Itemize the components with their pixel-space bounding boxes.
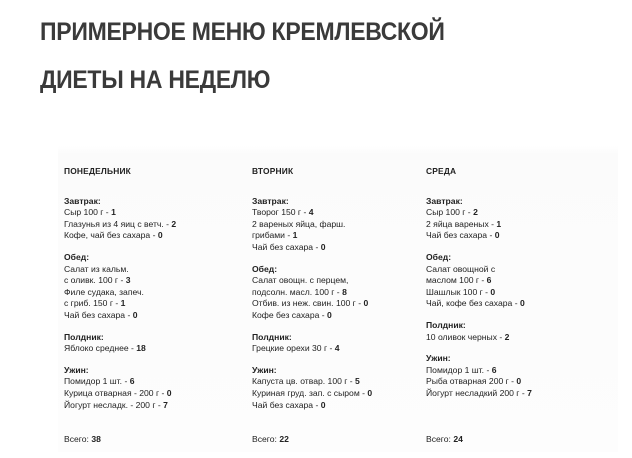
menu-item-text: Помидор 1 шт. -	[426, 364, 492, 375]
menu-item-text: Курица отварная - 200 г -	[64, 387, 167, 398]
meal-name: Завтрак:	[426, 195, 463, 206]
meal-block	[252, 332, 372, 355]
meal-name: Ужин:	[426, 353, 451, 364]
menu-item	[64, 343, 176, 355]
menu-item-text: Кофе, чай без сахара -	[64, 230, 158, 241]
menu-item-points: 1	[111, 207, 116, 218]
meal-block	[426, 320, 532, 343]
meal-block	[426, 252, 532, 310]
menu-item	[426, 287, 532, 299]
menu-item-text: с гриб. 150 г -	[64, 298, 121, 309]
meal-name: Полдник:	[252, 331, 292, 342]
menu-item	[64, 275, 176, 287]
menu-item	[64, 207, 176, 219]
meal-name: Обед:	[64, 251, 90, 262]
menu-item	[426, 376, 532, 388]
meal-block	[64, 332, 176, 355]
menu-item-text: Сыр 100 г -	[64, 207, 112, 218]
menu-item	[64, 388, 176, 400]
menu-item-points: 4	[334, 343, 340, 354]
menu-item-text: Яблоко среднее -	[64, 343, 137, 354]
total-value: 24	[453, 434, 463, 444]
menu-item	[252, 400, 372, 412]
menu-item	[426, 332, 532, 344]
day-column-tuesday	[252, 166, 372, 421]
menu-item	[426, 275, 532, 287]
menu-item-points: 5	[355, 376, 360, 387]
day-heading: ПОНЕДЕЛЬНИК	[64, 166, 131, 176]
meal-block	[426, 196, 532, 242]
meal-block	[64, 365, 176, 411]
menu-item	[252, 219, 372, 231]
menu-item-text: 10 оливок черных -	[426, 331, 505, 342]
total-value: 38	[91, 434, 101, 444]
menu-item-points: 7	[527, 387, 532, 398]
menu-item-text: Сыр 100 г -	[426, 207, 474, 218]
menu-item	[252, 376, 372, 388]
menu-item-text: Филе судака, запеч.	[64, 286, 144, 297]
menu-item	[426, 388, 532, 400]
meal-block	[64, 196, 176, 242]
meal-block	[252, 365, 372, 411]
menu-item-text: подсолн. масл. 100 г -	[252, 286, 343, 297]
meal-block	[252, 264, 372, 322]
menu-item-text: Чай, кофе без сахара -	[426, 298, 520, 309]
diet-menu-table	[58, 146, 618, 452]
menu-item-points: 6	[486, 275, 492, 286]
menu-item-text: грибами -	[252, 230, 293, 241]
menu-item-text: с оливк. 100 г -	[64, 275, 126, 286]
menu-item	[426, 230, 532, 242]
menu-item-points: 7	[163, 399, 168, 410]
total-label: Всего:	[252, 434, 277, 444]
menu-item-points: 0	[157, 230, 163, 241]
menu-item	[64, 310, 176, 322]
page-title-line-2: ДИЕТЫ НА НЕДЕЛЮ	[40, 66, 271, 94]
menu-item	[252, 275, 372, 287]
menu-item-points: 1	[120, 298, 126, 309]
meal-name: Ужин:	[64, 364, 89, 375]
menu-item-text: Творог 150 г -	[252, 207, 309, 218]
menu-item-text: 2 вареных яйца, фарш.	[252, 218, 346, 229]
menu-item-points: 0	[363, 298, 369, 309]
menu-item	[252, 242, 372, 254]
meal-name: Полдник:	[64, 331, 104, 342]
total-label: Всего:	[64, 434, 89, 444]
menu-item-text: Салат из кальм.	[64, 263, 129, 274]
menu-item	[252, 230, 372, 242]
menu-item-text: Чай без сахара -	[426, 230, 495, 241]
menu-item-text: Отбив. из неж. свин. 100 г -	[252, 298, 364, 309]
menu-item	[64, 376, 176, 388]
menu-item-text: Йогурт несладк. - 200 г -	[64, 399, 164, 410]
menu-item-text: Чай без сахара -	[252, 241, 321, 252]
menu-item	[64, 264, 176, 276]
menu-item-points: 0	[516, 376, 522, 387]
menu-item-points: 0	[166, 387, 172, 398]
menu-item	[426, 264, 532, 276]
menu-item-text: Кофе без сахара -	[252, 309, 328, 320]
menu-item	[252, 343, 372, 355]
page-title	[40, 8, 445, 104]
menu-item	[64, 219, 176, 231]
menu-item-points: 0	[327, 309, 332, 320]
page-title-line-1: ПРИМЕРНОЕ МЕНЮ КРЕМЛЕВСКОЙ	[40, 18, 445, 46]
meal-name: Завтрак:	[252, 195, 289, 206]
menu-item	[252, 310, 372, 322]
meal-name: Обед:	[252, 263, 278, 274]
menu-item-points: 0	[320, 399, 326, 410]
menu-item-text: Чай без сахара -	[252, 399, 321, 410]
menu-item-points: 3	[125, 275, 131, 286]
menu-item-text: Капуста цв. отвар. 100 г -	[252, 376, 356, 387]
menu-item-points: 4	[308, 207, 314, 218]
meal-block	[252, 196, 372, 254]
menu-item	[252, 298, 372, 310]
menu-item-text: Глазунья из 4 яиц с ветч. -	[64, 218, 172, 229]
menu-item-text: маслом 100 г -	[426, 275, 487, 286]
day-heading: ВТОРНИК	[252, 166, 294, 176]
menu-item-text: Йогурт несладкий 200 г -	[426, 387, 528, 398]
menu-item-points: 0	[132, 309, 138, 320]
menu-item	[252, 287, 372, 299]
menu-item-points: 8	[342, 286, 347, 297]
meal-block	[64, 252, 176, 322]
menu-item-points: 18	[136, 343, 146, 354]
menu-item	[426, 207, 532, 219]
menu-item-points: 0	[494, 230, 500, 241]
menu-item-points: 6	[129, 376, 135, 387]
menu-item-text: Грецкие орехи 30 г -	[252, 343, 335, 354]
menu-item-text: Шашлык 100 г -	[426, 286, 491, 297]
menu-item-text: Помидор 1 шт. -	[64, 376, 130, 387]
menu-item-points: 0	[519, 298, 525, 309]
day-total	[64, 434, 101, 444]
menu-item-text: Салат овощн. с перцем,	[252, 275, 349, 286]
menu-item-points: 2	[504, 331, 510, 342]
menu-item-text: Куриная груд. зап. с сыром -	[252, 387, 368, 398]
meal-name: Полдник:	[426, 319, 466, 330]
meal-name: Завтрак:	[64, 195, 101, 206]
menu-item	[64, 230, 176, 242]
meal-name: Обед:	[426, 251, 452, 262]
menu-item	[252, 388, 372, 400]
menu-item	[426, 219, 532, 231]
menu-item-points: 2	[171, 218, 177, 229]
menu-item-text: Чай без сахара -	[64, 309, 133, 320]
menu-item-text: 2 яйца вареных -	[426, 218, 497, 229]
day-column-monday	[64, 166, 176, 421]
menu-item-points: 2	[473, 207, 478, 218]
day-heading: СРЕДА	[426, 166, 457, 176]
meal-name: Ужин:	[252, 364, 277, 375]
menu-item-points: 1	[292, 230, 298, 241]
menu-item	[64, 298, 176, 310]
total-label: Всего:	[426, 434, 451, 444]
menu-item	[426, 298, 532, 310]
menu-item-points: 0	[320, 241, 326, 252]
menu-item-points: 0	[367, 387, 373, 398]
meal-block	[426, 353, 532, 399]
menu-item	[64, 400, 176, 412]
menu-item-points: 6	[491, 364, 497, 375]
day-total	[252, 434, 289, 444]
menu-item-points: 1	[496, 218, 502, 229]
menu-item-text: Рыба отварная 200 г -	[426, 376, 517, 387]
menu-item-points: 0	[490, 286, 496, 297]
menu-item	[426, 365, 532, 377]
day-column-wednesday	[426, 166, 532, 410]
menu-item-text: Салат овощной с	[426, 263, 496, 274]
day-total	[426, 434, 463, 444]
menu-item	[64, 287, 176, 299]
menu-item	[252, 207, 372, 219]
total-value: 22	[279, 434, 289, 444]
